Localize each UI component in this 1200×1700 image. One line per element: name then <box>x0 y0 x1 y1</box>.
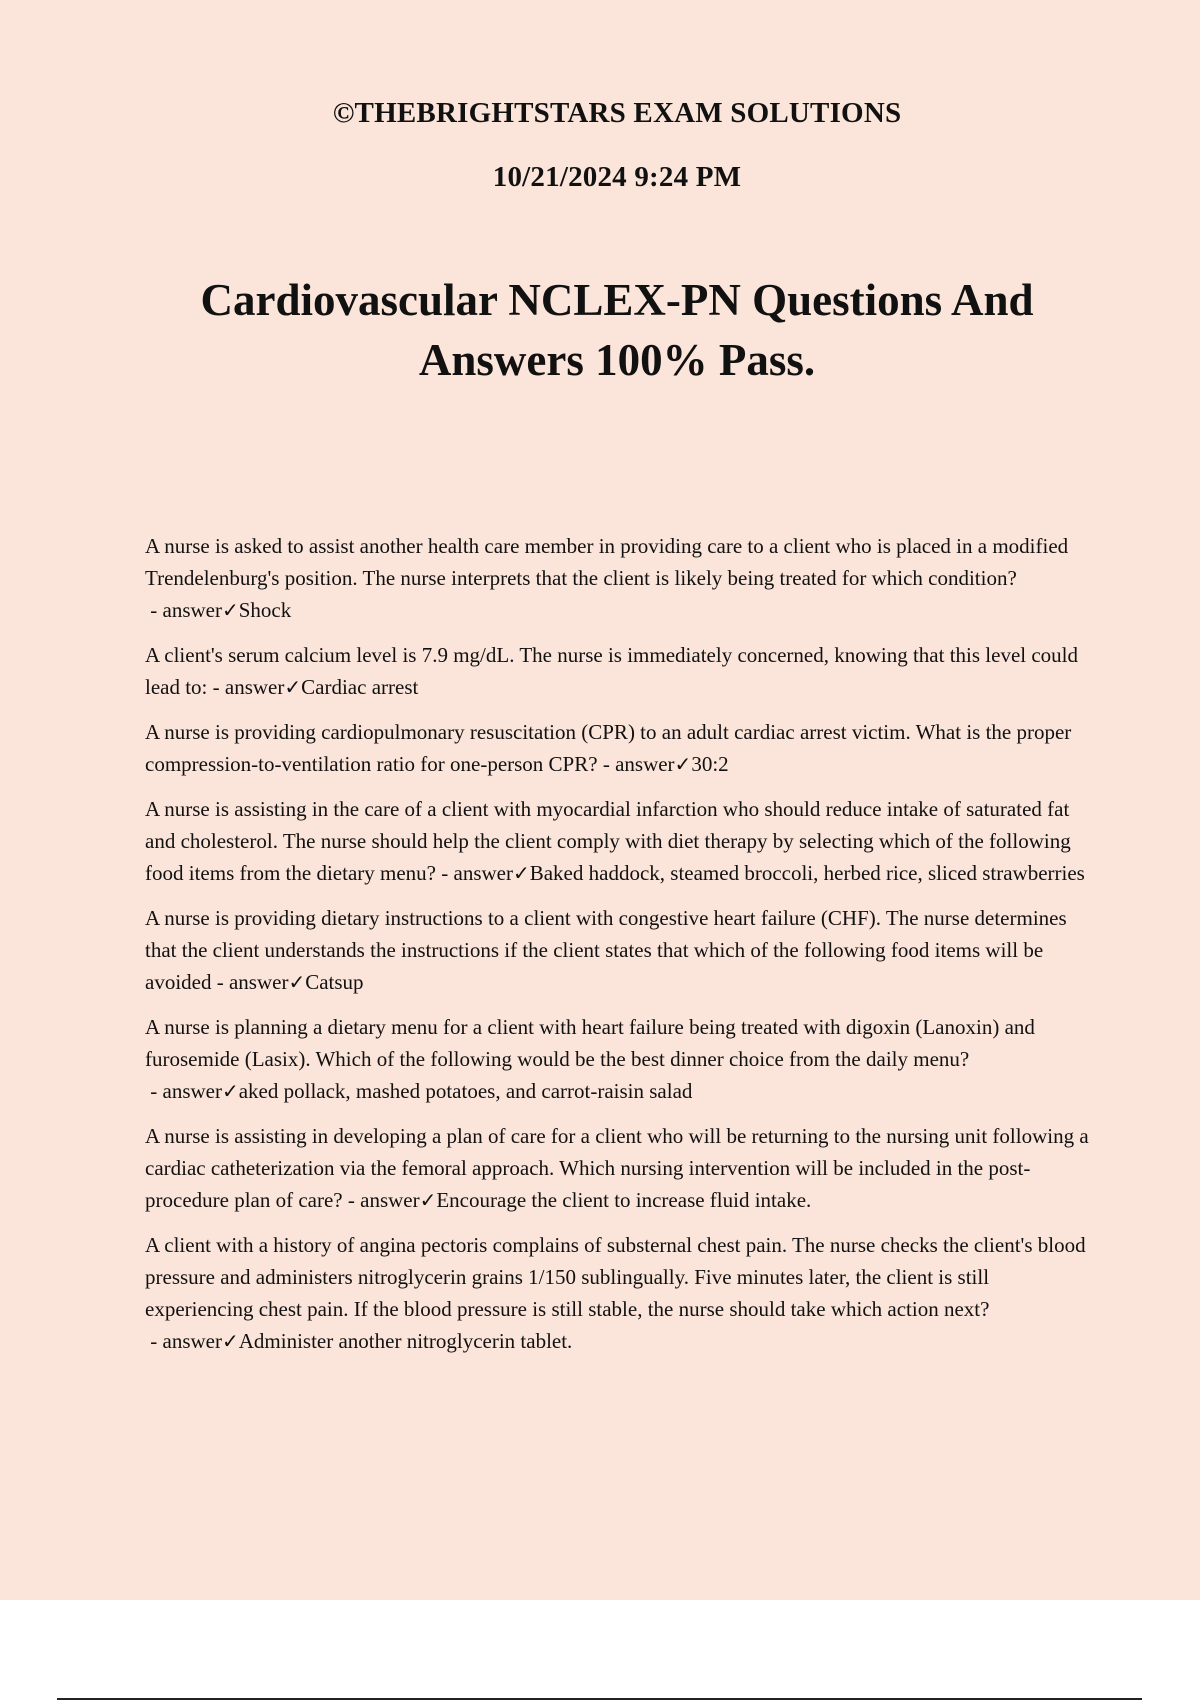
check-icon: ✓ <box>221 1079 239 1103</box>
check-icon: ✓ <box>221 1329 239 1353</box>
answer-text: Administer another nitroglycerin tablet. <box>238 1329 573 1353</box>
qa-item <box>145 530 1095 626</box>
qa-item <box>145 1011 1095 1107</box>
qa-item <box>145 639 1095 703</box>
question-text: A client's serum calcium level is 7.9 mg/dL. The nurse is immediately concerned, knowing that this level could lead to: <box>145 643 1079 699</box>
question-text: A nurse is providing dietary instructions to a client with congestive heart failure (CHF). The nurse determines that the client understands the instructions if the client states that which of the following food items will be avoided <box>145 906 1067 994</box>
answer-separator: - answer <box>436 861 513 885</box>
qa-item <box>145 793 1095 889</box>
answer-text: Catsup <box>305 970 364 994</box>
check-icon: ✓ <box>512 861 530 885</box>
qa-list <box>145 530 1095 1370</box>
check-icon: ✓ <box>284 675 302 699</box>
question-text: A nurse is asked to assist another health care member in providing care to a client who is placed in a modified Trendelenburg's position. The nurse interprets that the client is likely being treated for which condition? <box>145 534 1069 590</box>
qa-item <box>145 1229 1095 1357</box>
answer-text: Shock <box>238 598 292 622</box>
check-icon: ✓ <box>674 752 692 776</box>
qa-item <box>145 902 1095 998</box>
answer-text: 30:2 <box>691 752 729 776</box>
answer-separator: - answer <box>207 675 285 699</box>
question-text: A nurse is assisting in developing a plan of care for a client who will be returning to the nursing unit following a cardiac catheterization via the femoral approach. Which nursing intervention will be included in the post-procedure plan of care? <box>145 1124 1089 1212</box>
answer-separator: - answer <box>145 1329 222 1353</box>
qa-item <box>145 1120 1095 1216</box>
question-text: A nurse is planning a dietary menu for a client with heart failure being treated with digoxin (Lanoxin) and furosemide (Lasix). Which of the following would be the best dinner choice from the daily menu? <box>145 1015 1035 1071</box>
answer-separator: - answer <box>211 970 289 994</box>
qa-item <box>145 716 1095 780</box>
check-icon: ✓ <box>221 598 239 622</box>
answer-text: Baked haddock, steamed broccoli, herbed rice, sliced strawberries <box>529 861 1085 885</box>
question-text: A nurse is providing cardiopulmonary resuscitation (CPR) to an adult cardiac arrest victim. What is the proper compression-to-ventilation ratio for one-person CPR? <box>145 720 1072 776</box>
answer-separator: - answer <box>342 1188 420 1212</box>
answer-separator: - answer <box>145 598 222 622</box>
header-datetime: 10/21/2024 9:24 PM <box>492 161 742 193</box>
answer-text: aked pollack, mashed potatoes, and carrot-raisin salad <box>238 1079 693 1103</box>
answer-separator: - answer <box>145 1079 222 1103</box>
answer-text: Encourage the client to increase fluid intake. <box>436 1188 812 1212</box>
document-title: Cardiovascular NCLEX-PN Questions And Answers 100% Pass. <box>200 275 1034 385</box>
check-icon: ✓ <box>419 1188 437 1212</box>
check-icon: ✓ <box>288 970 306 994</box>
question-text: A client with a history of angina pectoris complains of substernal chest pain. The nurse checks the client's blood pressure and administers nitroglycerin grains 1/150 sublingually. Five minutes later, the client is still experiencing chest pain. If the blood pressure is still stable, the nurse should take which action next? <box>145 1233 1086 1321</box>
answer-separator: - answer <box>597 752 675 776</box>
answer-text: Cardiac arrest <box>301 675 419 699</box>
question-text: A nurse is assisting in the care of a client with myocardial infarction who should reduce intake of saturated fat and cholesterol. The nurse should help the client comply with diet therapy by selecting which of the following food items from the dietary menu? <box>145 797 1071 885</box>
header-brand: ©THEBRIGHTSTARS EXAM SOLUTIONS <box>332 97 902 129</box>
